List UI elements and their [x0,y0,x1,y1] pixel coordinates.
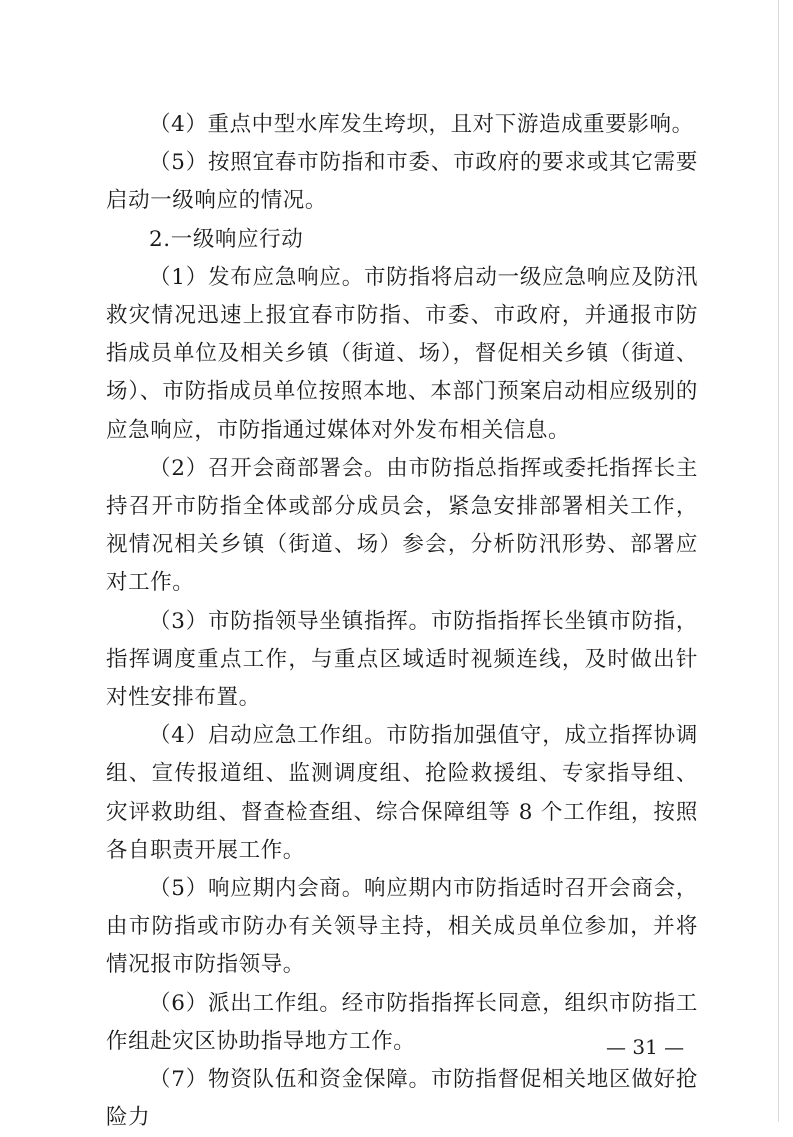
paragraph-materials-funds: （7）物资队伍和资金保障。市防指督促相关地区做好抢险力 [106,1067,698,1131]
paragraph-working-groups: （4）启动应急工作组。市防指加强值守，成立指挥协调组、宣传报道组、监测调度组、抢险救援组、专家指导组、灾评救助组、督查检查组、综合保障组等 8 个工作组，按照各自职责开展工作。 [106,723,698,863]
paragraph-reservoir-collapse: （4）重点中型水库发生垮坝，且对下游造成重要影响。 [149,112,694,137]
paragraph-consultation: （5）响应期内会商。响应期内市防指适时召开会商会，由市防指或市防办有关领导主持，相关成员单位参加，并将情况报市防指领导。 [106,876,698,978]
body-text [106,106,698,1137]
paragraph-dispatch-team: （6）派出工作组。经市防指指挥长同意，组织市防指工作组赴灾区协助指导地方工作。 [106,990,698,1054]
paragraph-leader-command: （3）市防指领导坐镇指挥。市防指指挥长坐镇市防指，指挥调度重点工作，与重点区域适时视频连线，及时做出针对性安排布置。 [106,608,698,711]
page-number: — 31 — [606,1035,685,1059]
paragraph-issue-response: （1）发布应急响应。市防指将启动一级应急响应及防汛救灾情况迅速上报宜春市防指、市委、市政府，并通报市防指成员单位及相关乡镇（街道、场），督促相关乡镇（街道、场）、市防指成员单位按照本地、本部门预案启动相应级别的应急响应，市防指通过媒体对外发布相关信息。 [106,264,698,443]
paragraph-other-requirements: （5）按照宜春市防指和市委、市政府的要求或其它需要启动一级响应的情况。 [106,150,698,214]
paragraph-deployment-meeting: （2）召开会商部署会。由市防指总指挥或委托指挥长主持召开市防指全体或部分成员会，紧急安排部署相关工作，视情况相关乡镇（街道、场）参会，分析防汛形势、部署应对工作。 [106,455,698,596]
section-heading-level1-actions: 2.一级响应行动 [149,226,304,252]
scan-edge-divider [778,0,779,1122]
